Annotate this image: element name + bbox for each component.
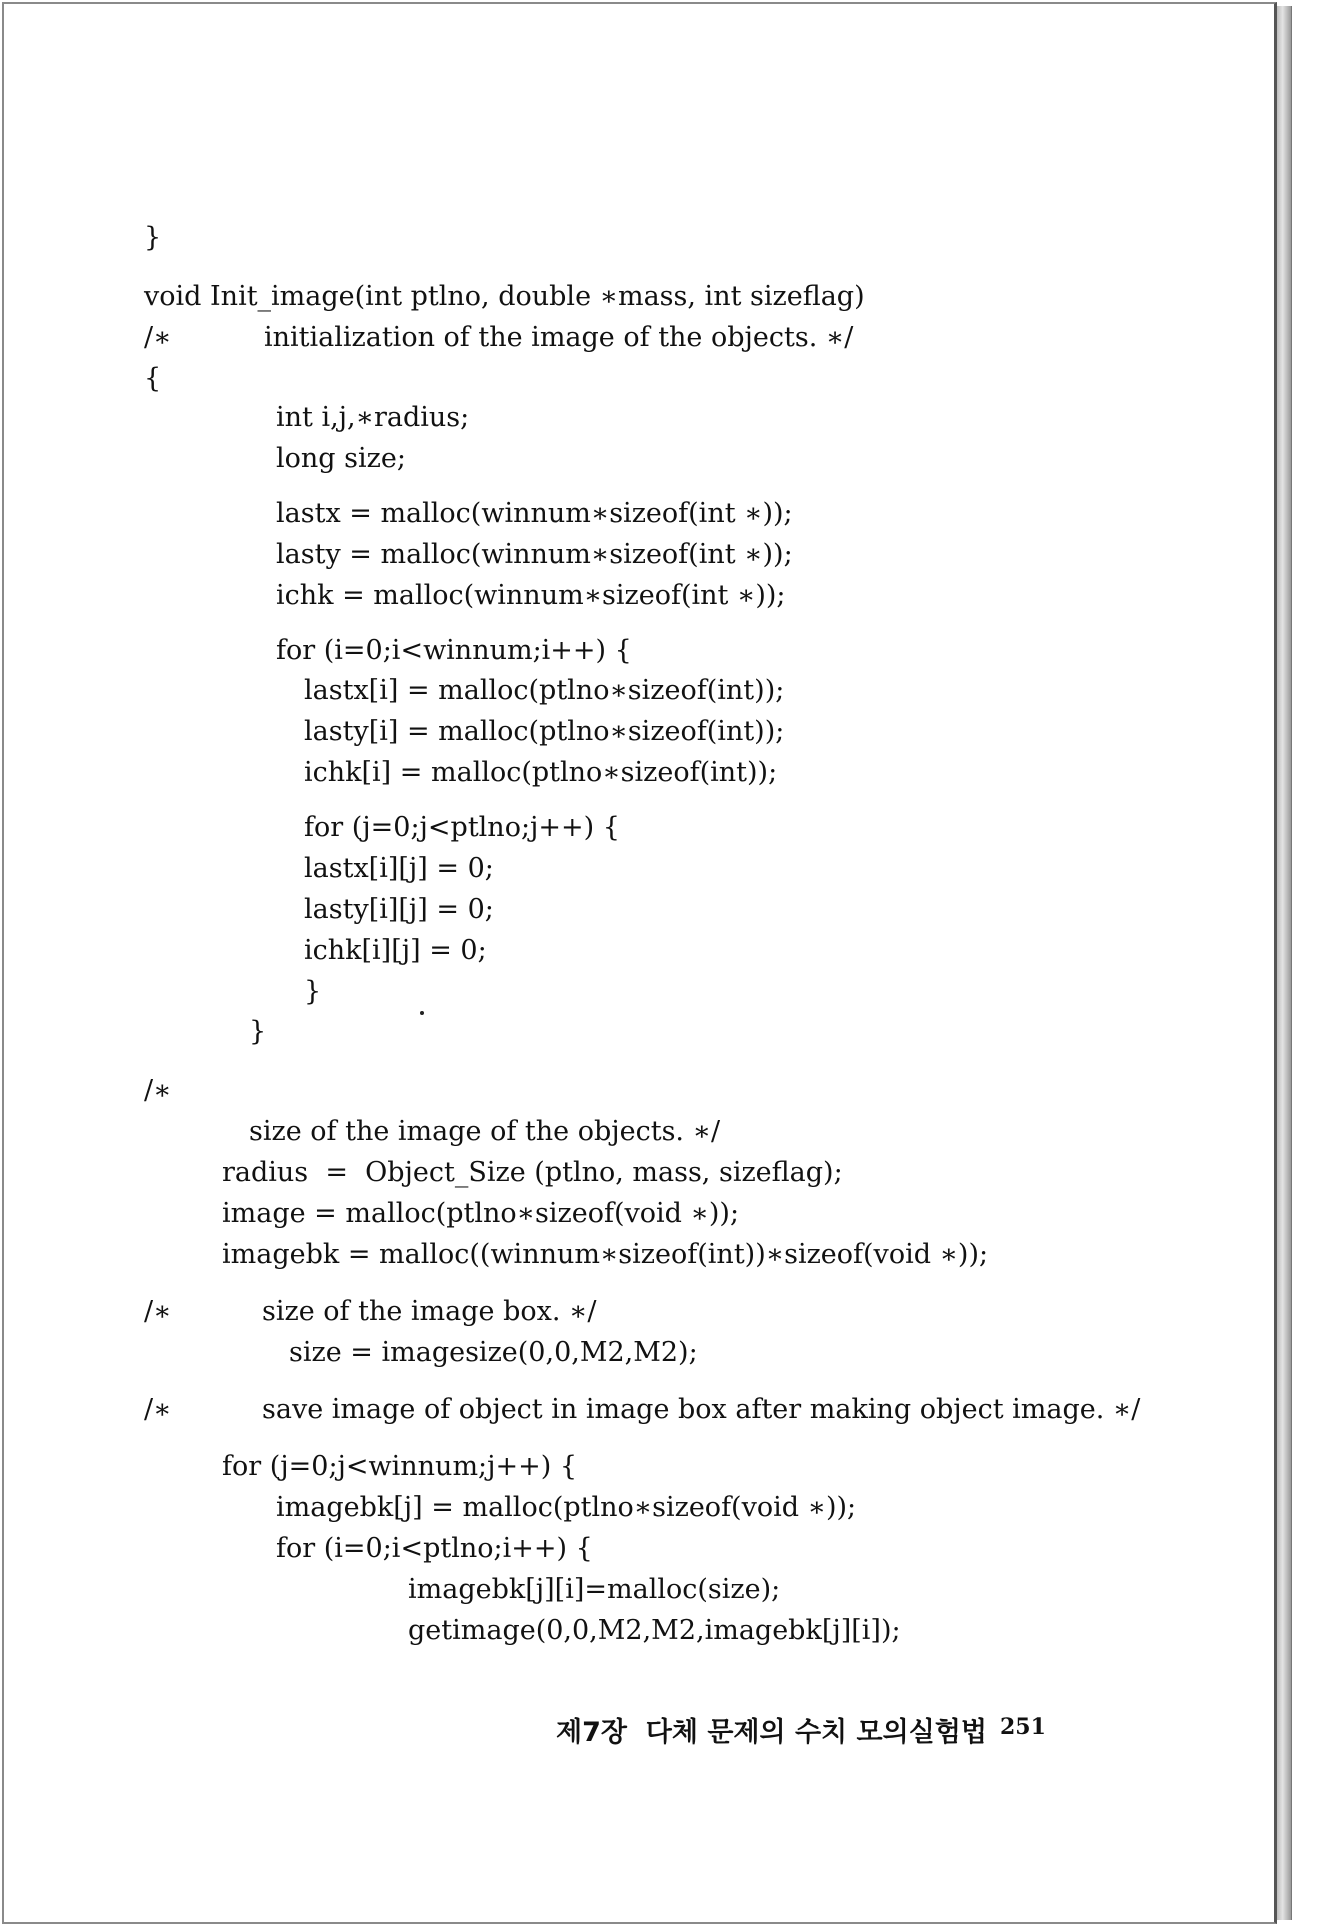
code-line: ichk[i] = malloc(ptlno∗sizeof(int)); [304,757,778,788]
code-line: radius = Object_Size (ptlno, mass, sizeflag); [222,1157,843,1188]
code-line: initialization of the image of the objects. ∗/ [264,322,854,353]
code-line: /∗ [144,322,172,353]
code-line: lastx[i] = malloc(ptlno∗sizeof(int)); [304,675,785,706]
code-line: } [249,1016,267,1047]
code-line: for (j=0;j<winnum;j++) { [222,1451,578,1482]
page-number: 251 [1000,1714,1046,1740]
code-line: void Init_image(int ptlno, double ∗mass, int sizeflag) [144,281,865,312]
code-line: size of the image of the objects. ∗/ [249,1116,721,1147]
code-line: ichk = malloc(winnum∗sizeof(int ∗)); [276,580,786,611]
code-line: for (j=0;j<ptlno;j++) { [304,812,620,843]
code-line: } [304,976,322,1007]
code-line: lastx = malloc(winnum∗sizeof(int ∗)); [276,498,793,529]
code-line: lasty = malloc(winnum∗sizeof(int ∗)); [276,539,793,570]
code-line: image = malloc(ptlno∗sizeof(void ∗)); [222,1198,740,1229]
code-line: getimage(0,0,M2,M2,imagebk[j][i]); [408,1615,901,1646]
code-line: size = imagesize(0,0,M2,M2); [289,1337,698,1368]
code-line: /∗ [144,1296,172,1327]
code-line: { [144,363,162,394]
code-line: size of the image box. ∗/ [262,1296,597,1327]
code-line: /∗ [144,1075,172,1106]
code-line: imagebk[j][i]=malloc(size); [408,1574,781,1605]
code-line: /∗ [144,1394,172,1425]
code-line: lasty[i] = malloc(ptlno∗sizeof(int)); [304,716,785,747]
code-line: for (i=0;i<winnum;i++) { [276,635,632,666]
code-line: ichk[i][j] = 0; [304,935,487,966]
print-speck [420,1011,424,1015]
code-line: save image of object in image box after making object image. ∗/ [262,1394,1141,1425]
book-page [2,2,1277,1924]
code-line: imagebk = malloc((winnum∗sizeof(int))∗sizeof(void ∗)); [222,1239,989,1270]
page-edge-shadow [1277,6,1292,1920]
code-line: lastx[i][j] = 0; [304,853,494,884]
chapter-footer: 제7장 다체 문제의 수치 모의실험법 [556,1717,987,1748]
code-line: int i,j,∗radius; [276,402,470,433]
code-line: long size; [276,443,406,474]
code-line: imagebk[j] = malloc(ptlno∗sizeof(void ∗)); [276,1492,857,1523]
code-line: } [144,222,162,253]
code-line: lasty[i][j] = 0; [304,894,494,925]
code-line: for (i=0;i<ptlno;i++) { [276,1533,593,1564]
